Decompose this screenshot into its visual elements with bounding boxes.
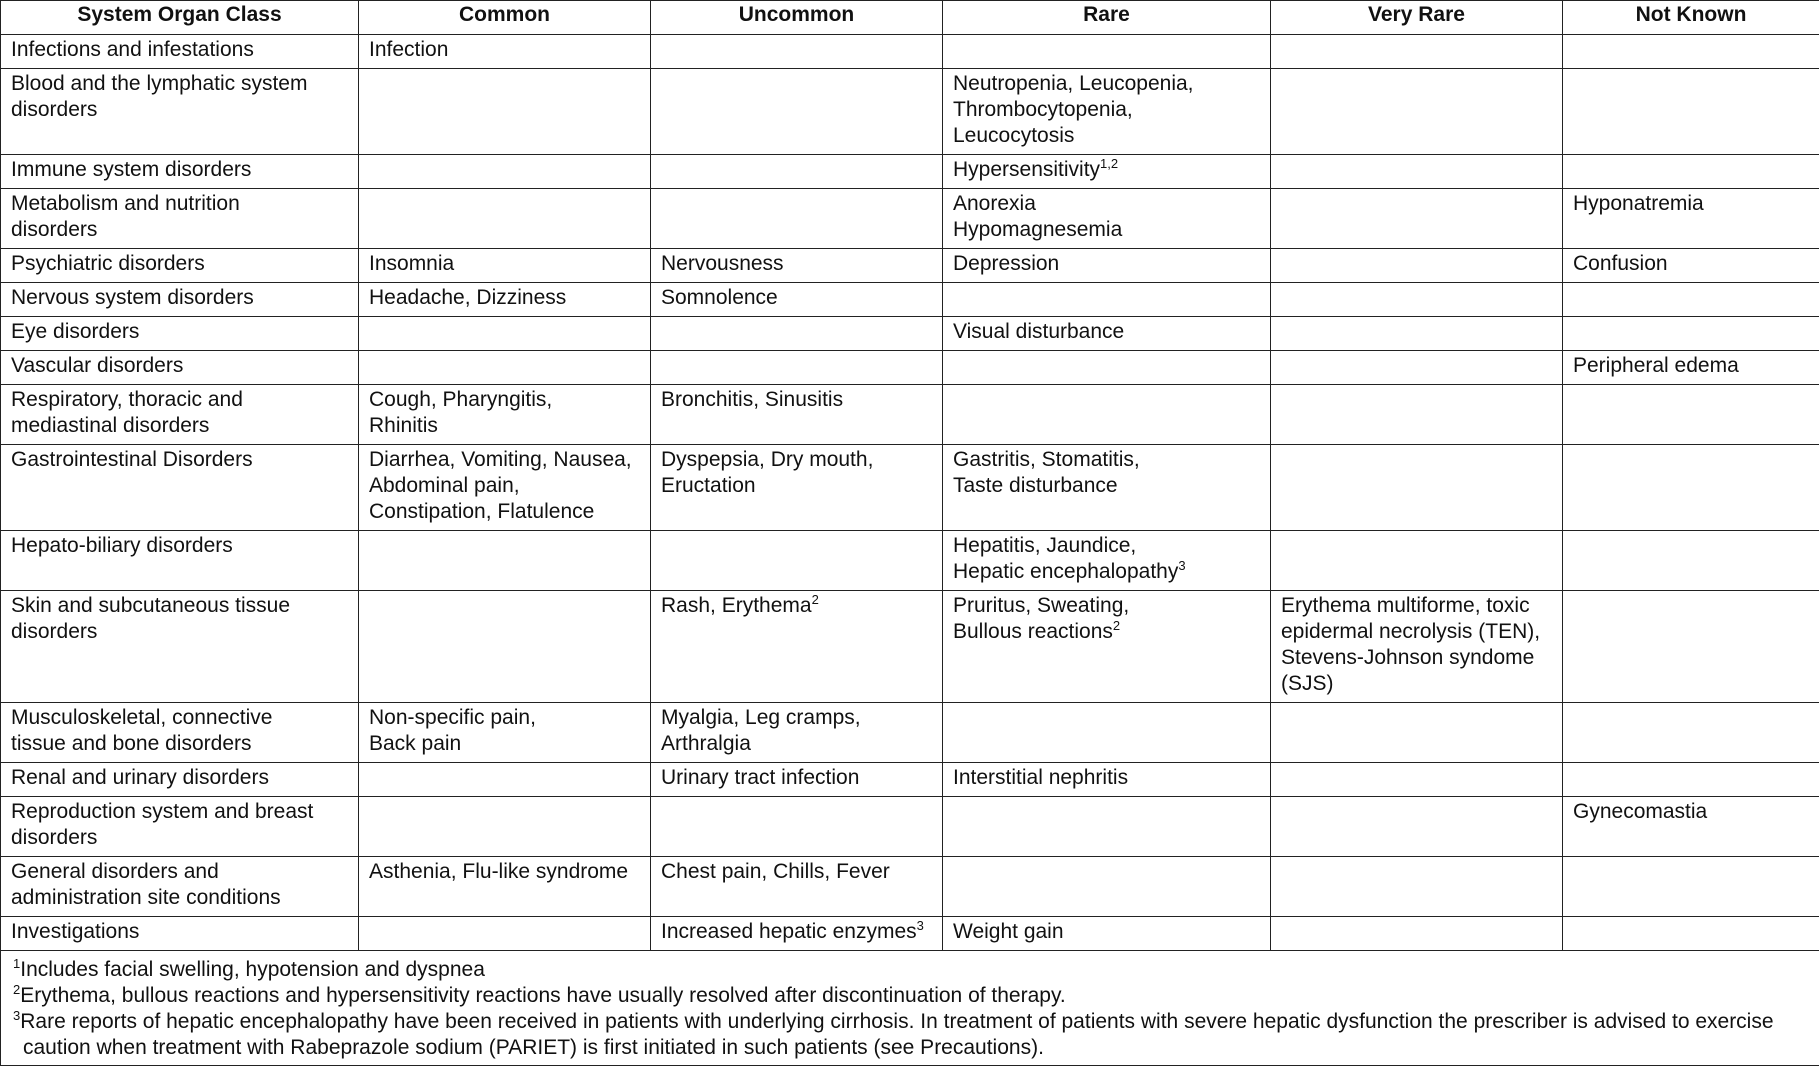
cell-not-known	[1563, 249, 1819, 283]
cell-text: Musculoskeletal, connective tissue and bone disorders	[11, 706, 272, 755]
cell-common	[359, 797, 651, 857]
cell-uncommon	[651, 797, 943, 857]
table-row	[1, 797, 1819, 857]
footnote-mark: 1	[13, 956, 20, 971]
cell-uncommon	[651, 69, 943, 155]
footnote-text: Erythema, bullous reactions and hypersensitivity reactions have usually resolved after discontinuation of therapy.	[20, 984, 1066, 1007]
cell-rare	[943, 35, 1271, 69]
footnotes-cell	[1, 951, 1819, 1066]
cell-system-organ-class	[1, 317, 359, 351]
cell-text: Non-specific pain, Back pain	[369, 706, 536, 755]
footnote-text: Rare reports of hepatic encephalopathy have been received in patients with underlying cirrhosis. In treatment of patients with severe hepatic dysfunction the prescriber is advised to exercise caution when treatment with Rabeprazole sodium (PARIET) is first initiated in such patients (see Precautions).	[20, 1010, 1773, 1059]
cell-rare	[943, 249, 1271, 283]
cell-uncommon	[651, 317, 943, 351]
cell-text: Infections and infestations	[11, 38, 254, 61]
cell-system-organ-class	[1, 763, 359, 797]
footnote-reference: 3	[917, 918, 924, 933]
table-header-row	[1, 1, 1819, 35]
cell-text: Headache, Dizziness	[369, 286, 566, 309]
cell-text: Myalgia, Leg cramps, Arthralgia	[661, 706, 861, 755]
cell-text: Hypersensitivity	[953, 158, 1100, 181]
cell-not-known	[1563, 917, 1819, 951]
cell-text: Diarrhea, Vomiting, Nausea, Abdominal pain, Constipation, Flatulence	[369, 448, 632, 523]
cell-very-rare	[1271, 531, 1563, 591]
header-very-rare: Very Rare	[1271, 1, 1563, 35]
cell-not-known	[1563, 531, 1819, 591]
cell-very-rare	[1271, 797, 1563, 857]
table-body	[1, 35, 1819, 951]
cell-system-organ-class	[1, 283, 359, 317]
cell-uncommon	[651, 283, 943, 317]
cell-text: Interstitial nephritis	[953, 766, 1128, 789]
cell-very-rare	[1271, 763, 1563, 797]
table-row	[1, 703, 1819, 763]
cell-system-organ-class	[1, 531, 359, 591]
cell-common	[359, 189, 651, 249]
footnote-reference: 3	[1178, 558, 1185, 573]
cell-not-known	[1563, 283, 1819, 317]
cell-text: Skin and subcutaneous tissue disorders	[11, 594, 290, 643]
footnote-reference: 1,2	[1100, 156, 1118, 171]
cell-text: Metabolism and nutrition disorders	[11, 192, 240, 241]
cell-uncommon	[651, 249, 943, 283]
cell-uncommon	[651, 445, 943, 531]
cell-uncommon	[651, 917, 943, 951]
cell-not-known	[1563, 797, 1819, 857]
cell-text: Pruritus, Sweating, Bullous reactions	[953, 594, 1129, 643]
cell-uncommon	[651, 351, 943, 385]
header-common: Common	[359, 1, 651, 35]
header-rare: Rare	[943, 1, 1271, 35]
cell-text: Reproduction system and breast disorders	[11, 800, 313, 849]
table-row	[1, 189, 1819, 249]
cell-text: Gastritis, Stomatitis, Taste disturbance	[953, 448, 1140, 497]
cell-text: Rash, Erythema	[661, 594, 812, 617]
cell-text: General disorders and administration site conditions	[11, 860, 281, 909]
footnote-1	[13, 957, 1809, 983]
cell-rare	[943, 445, 1271, 531]
cell-text: Confusion	[1573, 252, 1668, 275]
cell-system-organ-class	[1, 591, 359, 703]
cell-text: Investigations	[11, 920, 139, 943]
cell-very-rare	[1271, 317, 1563, 351]
cell-common	[359, 317, 651, 351]
cell-text: Hyponatremia	[1573, 192, 1704, 215]
footnote-reference: 2	[812, 592, 819, 607]
cell-text: Neutropenia, Leucopenia, Thrombocytopenia, Leucocytosis	[953, 72, 1194, 147]
cell-uncommon	[651, 763, 943, 797]
cell-common	[359, 445, 651, 531]
cell-text: Anorexia Hypomagnesemia	[953, 192, 1122, 241]
cell-not-known	[1563, 763, 1819, 797]
cell-very-rare	[1271, 35, 1563, 69]
cell-rare	[943, 283, 1271, 317]
cell-text: Cough, Pharyngitis, Rhinitis	[369, 388, 552, 437]
cell-very-rare	[1271, 155, 1563, 189]
table-row	[1, 763, 1819, 797]
header-not-known: Not Known	[1563, 1, 1819, 35]
table-row	[1, 385, 1819, 445]
cell-text: Vascular disorders	[11, 354, 183, 377]
cell-not-known	[1563, 591, 1819, 703]
table-row	[1, 591, 1819, 703]
cell-text: Immune system disorders	[11, 158, 251, 181]
cell-rare	[943, 797, 1271, 857]
cell-text: Urinary tract infection	[661, 766, 859, 789]
table-row	[1, 249, 1819, 283]
cell-text: Hepatitis, Jaundice, Hepatic encephalopathy	[953, 534, 1178, 583]
cell-common	[359, 703, 651, 763]
cell-rare	[943, 351, 1271, 385]
cell-not-known	[1563, 351, 1819, 385]
cell-very-rare	[1271, 351, 1563, 385]
cell-very-rare	[1271, 703, 1563, 763]
table-row	[1, 857, 1819, 917]
cell-text: Dyspepsia, Dry mouth, Eructation	[661, 448, 873, 497]
cell-common	[359, 385, 651, 445]
cell-common	[359, 351, 651, 385]
footnote-text: Includes facial swelling, hypotension and dyspnea	[20, 958, 485, 981]
cell-system-organ-class	[1, 69, 359, 155]
cell-rare	[943, 763, 1271, 797]
footnote-mark: 3	[13, 1008, 20, 1023]
cell-text: Weight gain	[953, 920, 1064, 943]
cell-not-known	[1563, 189, 1819, 249]
cell-system-organ-class	[1, 445, 359, 531]
cell-text: Insomnia	[369, 252, 454, 275]
cell-not-known	[1563, 317, 1819, 351]
cell-rare	[943, 189, 1271, 249]
header-uncommon: Uncommon	[651, 1, 943, 35]
cell-common	[359, 591, 651, 703]
cell-uncommon	[651, 591, 943, 703]
header-system-organ-class: System Organ Class	[1, 1, 359, 35]
cell-text: Renal and urinary disorders	[11, 766, 269, 789]
cell-text: Gastrointestinal Disorders	[11, 448, 253, 471]
cell-text: Psychiatric disorders	[11, 252, 205, 275]
cell-rare	[943, 317, 1271, 351]
cell-rare	[943, 917, 1271, 951]
cell-rare	[943, 857, 1271, 917]
cell-system-organ-class	[1, 189, 359, 249]
footnotes-row	[1, 951, 1819, 1066]
cell-not-known	[1563, 155, 1819, 189]
cell-text: Eye disorders	[11, 320, 139, 343]
cell-very-rare	[1271, 283, 1563, 317]
cell-text: Depression	[953, 252, 1059, 275]
cell-system-organ-class	[1, 857, 359, 917]
table-row	[1, 531, 1819, 591]
cell-system-organ-class	[1, 917, 359, 951]
cell-not-known	[1563, 385, 1819, 445]
cell-common	[359, 917, 651, 951]
cell-text: Chest pain, Chills, Fever	[661, 860, 890, 883]
cell-rare	[943, 703, 1271, 763]
table-row	[1, 445, 1819, 531]
cell-very-rare	[1271, 249, 1563, 283]
cell-uncommon	[651, 35, 943, 69]
table-row	[1, 317, 1819, 351]
table-row	[1, 35, 1819, 69]
cell-text: Somnolence	[661, 286, 778, 309]
cell-common	[359, 249, 651, 283]
cell-uncommon	[651, 189, 943, 249]
cell-text: Blood and the lymphatic system disorders	[11, 72, 307, 121]
cell-common	[359, 763, 651, 797]
cell-text: Infection	[369, 38, 448, 61]
table-row	[1, 155, 1819, 189]
cell-uncommon	[651, 155, 943, 189]
cell-system-organ-class	[1, 249, 359, 283]
cell-very-rare	[1271, 591, 1563, 703]
cell-system-organ-class	[1, 155, 359, 189]
cell-text: Gynecomastia	[1573, 800, 1707, 823]
cell-text: Nervousness	[661, 252, 784, 275]
cell-common	[359, 155, 651, 189]
cell-system-organ-class	[1, 351, 359, 385]
footnote-3	[13, 1009, 1809, 1061]
cell-text: Visual disturbance	[953, 320, 1124, 343]
footnote-reference: 2	[1113, 618, 1120, 633]
cell-very-rare	[1271, 189, 1563, 249]
cell-text: Hepato-biliary disorders	[11, 534, 233, 557]
cell-rare	[943, 155, 1271, 189]
cell-common	[359, 35, 651, 69]
cell-text: Respiratory, thoracic and mediastinal disorders	[11, 388, 243, 437]
cell-uncommon	[651, 703, 943, 763]
cell-very-rare	[1271, 917, 1563, 951]
cell-text: Erythema multiforme, toxic epidermal necrolysis (TEN), Stevens-Johnson syndome (SJS)	[1281, 594, 1540, 695]
table-row	[1, 283, 1819, 317]
cell-not-known	[1563, 69, 1819, 155]
cell-text: Asthenia, Flu-like syndrome	[369, 860, 628, 883]
cell-rare	[943, 69, 1271, 155]
cell-very-rare	[1271, 857, 1563, 917]
cell-text: Peripheral edema	[1573, 354, 1739, 377]
cell-system-organ-class	[1, 35, 359, 69]
cell-not-known	[1563, 35, 1819, 69]
cell-not-known	[1563, 445, 1819, 531]
table-row	[1, 69, 1819, 155]
cell-system-organ-class	[1, 703, 359, 763]
cell-uncommon	[651, 857, 943, 917]
footnote-2	[13, 983, 1809, 1009]
cell-very-rare	[1271, 445, 1563, 531]
table-row	[1, 917, 1819, 951]
cell-rare	[943, 531, 1271, 591]
cell-system-organ-class	[1, 385, 359, 445]
cell-system-organ-class	[1, 797, 359, 857]
cell-common	[359, 531, 651, 591]
cell-uncommon	[651, 531, 943, 591]
cell-very-rare	[1271, 69, 1563, 155]
cell-rare	[943, 591, 1271, 703]
footnote-mark: 2	[13, 982, 20, 997]
cell-rare	[943, 385, 1271, 445]
cell-text: Nervous system disorders	[11, 286, 254, 309]
cell-common	[359, 857, 651, 917]
cell-not-known	[1563, 857, 1819, 917]
cell-uncommon	[651, 385, 943, 445]
cell-common	[359, 283, 651, 317]
cell-common	[359, 69, 651, 155]
cell-text: Bronchitis, Sinusitis	[661, 388, 843, 411]
cell-text: Increased hepatic enzymes	[661, 920, 917, 943]
cell-not-known	[1563, 703, 1819, 763]
cell-very-rare	[1271, 385, 1563, 445]
table-row	[1, 351, 1819, 385]
